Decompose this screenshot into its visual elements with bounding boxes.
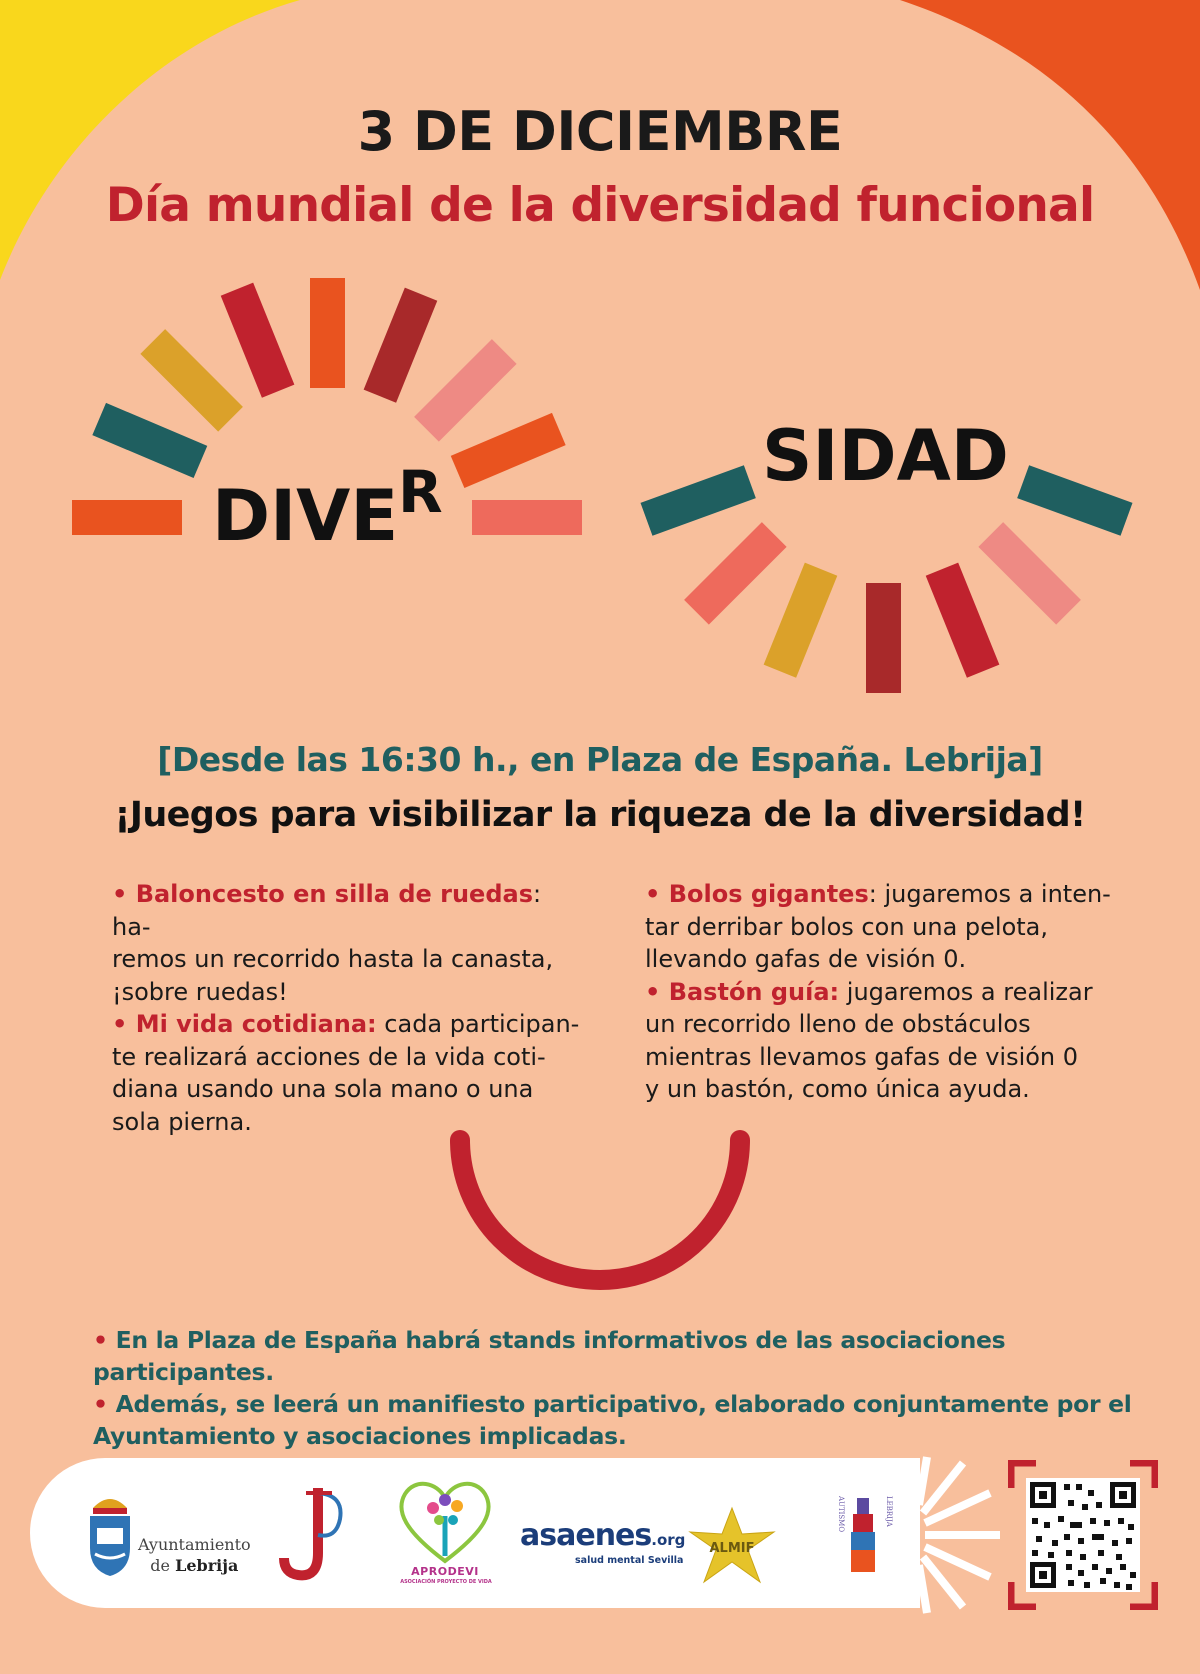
note-line: Ayuntamiento y asociaciones implicadas. — [93, 1422, 627, 1450]
coat-of-arms-icon — [85, 1488, 135, 1578]
event-time-place: [Desde las 16:30 h., en Plaza de España. Lebrija] — [157, 740, 1043, 779]
activity-title: • Baloncesto en silla de ruedas — [112, 880, 533, 908]
activity-title: • Bolos gigantes — [645, 880, 869, 908]
autismo-lebrija-logo — [835, 1488, 895, 1583]
activities-left-column — [112, 878, 582, 1138]
right-rays — [641, 465, 1133, 693]
qr-code-icon — [1008, 1460, 1158, 1610]
activity-title: • Mi vida cotidiana: — [112, 1010, 377, 1038]
asaenes-logo-text: asaenes.org — [520, 1518, 686, 1553]
svg-text:ALMIF: ALMIF — [709, 1541, 755, 1556]
activities-right-column — [645, 878, 1115, 1106]
logo-word-raised-letter: R — [398, 458, 443, 526]
sponsor-bar — [30, 1458, 920, 1608]
logo-word-left: DIVE — [212, 475, 399, 557]
svg-text:LEBRIJA: LEBRIJA — [885, 1496, 893, 1527]
notes-block — [93, 1324, 1153, 1452]
svg-text:AUTISMO: AUTISMO — [837, 1496, 845, 1533]
heart-tree-icon — [395, 1476, 495, 1566]
page-subtitle: Día mundial de la diversidad funcional — [105, 178, 1095, 233]
games-heading: ¡Juegos para visibilizar la riqueza de la diversidad! — [114, 795, 1086, 835]
logo-word-right: SIDAD — [762, 415, 1009, 497]
diversidad-burst-logo — [0, 250, 1200, 700]
aprodevi-label: APRODEVI — [411, 1565, 479, 1578]
jp-logo-icon — [278, 1483, 348, 1583]
smile-arc — [440, 1120, 760, 1300]
activity-item: • Bolos gigantes: jugaremos a inten- tar derribar bolos con una pelota, llevando gafas de visión 0. — [645, 880, 1111, 973]
activity-title: • Bastón guía: — [645, 977, 840, 1006]
aprodevi-subtitle: ASOCIACIÓN PROYECTO DE VIDA — [400, 1579, 492, 1585]
star-icon — [686, 1506, 778, 1586]
activity-item: • Bastón guía: jugaremos a realizar un recorrido lleno de obstáculos mientras llevamos gafas de visión 0 y un bastón, como única ayuda. — [645, 977, 1093, 1103]
activity-item: • Mi vida cotidiana: cada participan- te realizará acciones de la vida coti- diana usando una sola mano o una sola pierna. — [112, 1010, 580, 1136]
note-line: • Además, se leerá un manifiesto participativo, elaborado conjuntamente por el — [93, 1390, 1132, 1418]
note-line: • En la Plaza de España habrá stands informativos de las asociaciones participantes. — [93, 1326, 1006, 1386]
decorative-rays — [905, 1455, 1005, 1615]
activity-item: • Baloncesto en silla de ruedas: ha- remos un recorrido hasta la canasta, ¡sobre ruedas! — [112, 880, 554, 1006]
asaenes-subtitle: salud mental Sevilla — [575, 1555, 684, 1566]
lebrija-logo-text: Ayuntamiento de Lebrija — [138, 1535, 251, 1575]
page-title: 3 DE DICIEMBRE — [357, 100, 843, 163]
